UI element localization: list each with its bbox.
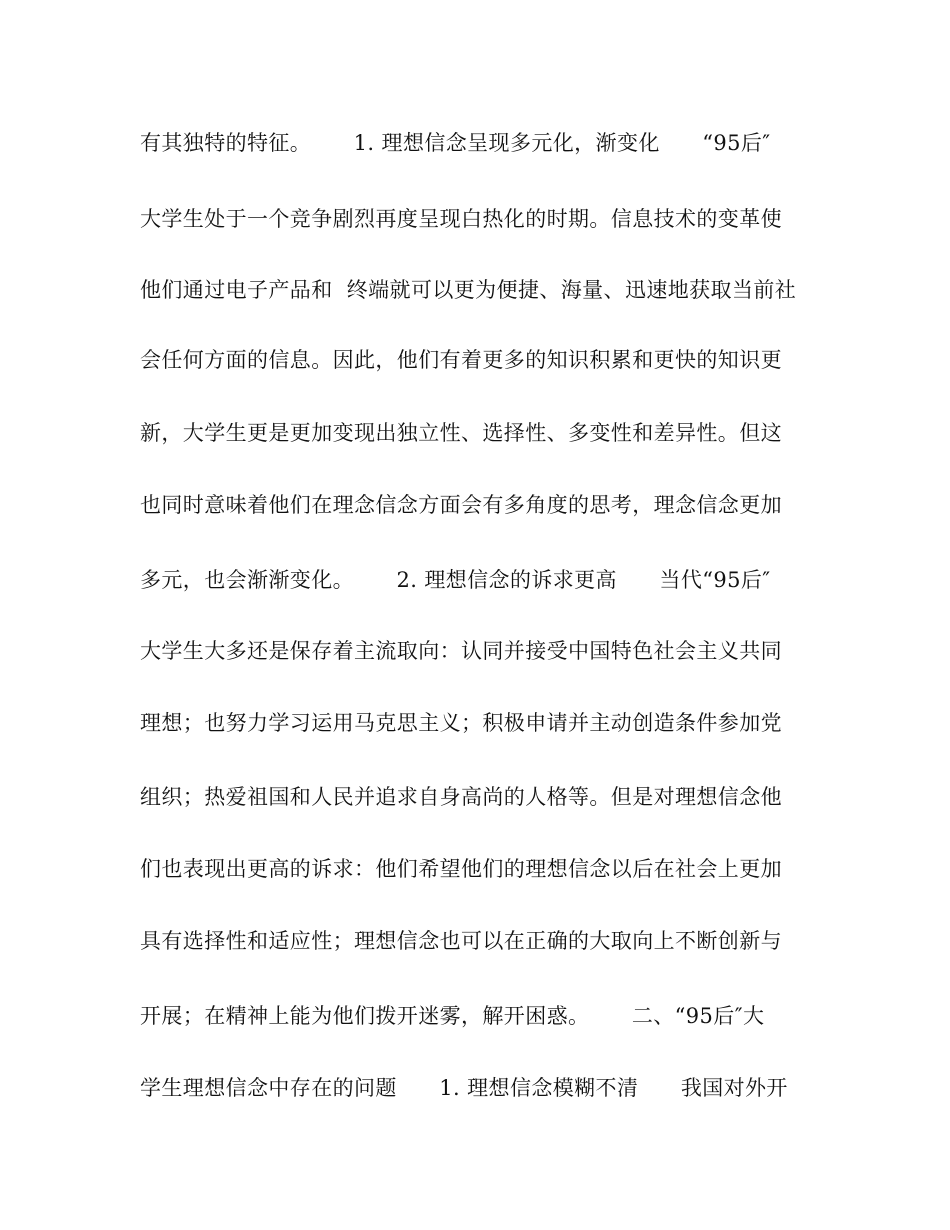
text-line: 们也表现出更高的诉求：他们希望他们的理想信念以后在社会上更加	[140, 857, 782, 881]
text-line: 大学生大多还是保存着主流取向：认同并接受中国特色社会主义共同	[140, 639, 782, 663]
text-line: 大学生处于一个竞争剧烈再度呈现白热化的时期。信息技术的变革使	[140, 207, 782, 231]
text-line: 理想；也努力学习运用马克思主义；积极申请并主动创造条件参加党	[140, 711, 782, 735]
text-line: 开展；在精神上能为他们拨开迷雾，解开困惑。 二、“95后″大	[140, 1004, 765, 1028]
text-line: 学生理想信念中存在的问题 1. 理想信念模糊不清 我国对外开	[140, 1076, 788, 1100]
text-line: 多元，也会渐渐变化。 2. 理想信念的诉求更高 当代“95后″	[140, 568, 771, 592]
text-line: 他们通过电子产品和 终端就可以更为便捷、海量、迅速地获取当前社	[140, 278, 797, 302]
text-line: 会任何方面的信息。因此，他们有着更多的知识积累和更快的知识更	[140, 348, 782, 372]
text-line: 新，大学生更是更加变现出独立性、选择性、多变性和差异性。但这	[140, 421, 782, 445]
text-line: 组织；热爱祖国和人民并追求自身高尚的人格等。但是对理想信念他	[140, 785, 782, 809]
text-line: 也同时意味着他们在理念信念方面会有多角度的思考，理念信念更加	[140, 493, 782, 517]
text-line: 有其独特的特征。 1. 理想信念呈现多元化，渐变化 “95后″	[140, 131, 771, 155]
text-line: 具有选择性和适应性；理想信念也可以在正确的大取向上不断创新与	[140, 929, 782, 953]
